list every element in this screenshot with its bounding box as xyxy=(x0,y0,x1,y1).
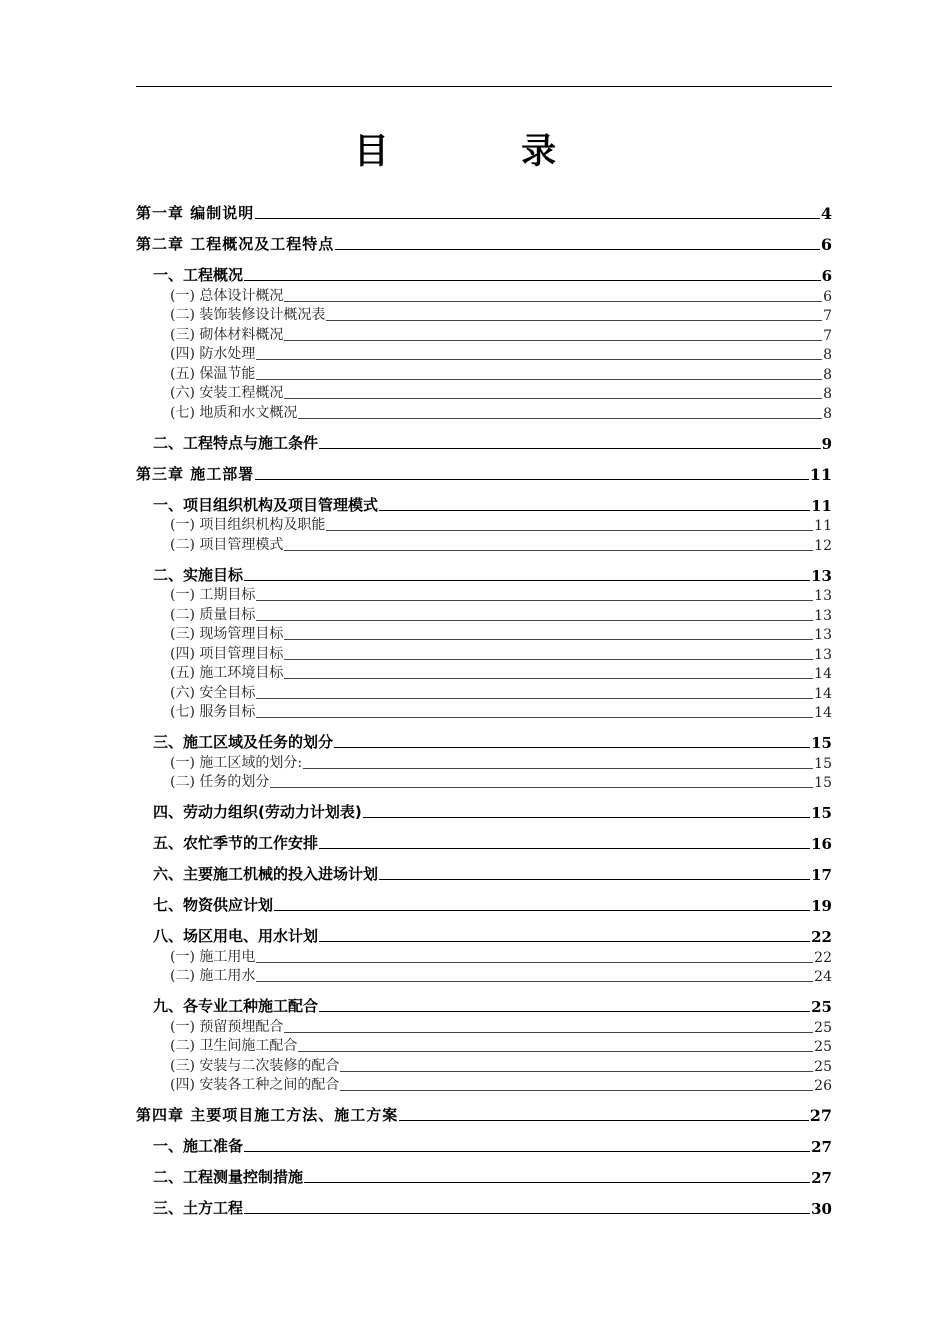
toc-subsection-entry[interactable] xyxy=(136,515,832,535)
toc-subsection-entry[interactable] xyxy=(136,682,832,702)
toc-entry-label: 五、农忙季节的工作安排 xyxy=(153,834,319,852)
toc-subsection-entry[interactable] xyxy=(136,946,832,966)
toc-entry-label: (六) 安全目标 xyxy=(170,684,256,701)
toc-leader-line xyxy=(326,530,813,531)
toc-page-number: 7 xyxy=(823,308,832,324)
toc-entry-label: 一、施工准备 xyxy=(153,1137,244,1155)
toc-subsection-entry[interactable] xyxy=(136,752,832,772)
toc-entry-label: (二) 施工用水 xyxy=(170,968,256,984)
toc-leader-line xyxy=(319,941,810,942)
toc-leader-line xyxy=(270,787,813,788)
toc-entry-label: (二) 卫生间施工配合 xyxy=(170,1038,298,1054)
toc-page-number: 30 xyxy=(811,1200,832,1218)
toc-leader-line xyxy=(319,848,810,849)
toc-page-number: 7 xyxy=(823,327,832,344)
toc-leader-line xyxy=(326,320,822,321)
toc-page-number: 13 xyxy=(814,627,832,643)
toc-page-number: 14 xyxy=(814,705,832,721)
toc-page-number: 27 xyxy=(809,1106,832,1125)
toc-section-entry[interactable] xyxy=(136,254,832,285)
toc-entry-label: 三、土方工程 xyxy=(153,1199,244,1217)
toc-subsection-entry[interactable] xyxy=(136,534,832,554)
toc-entry-label: (四) 项目管理目标 xyxy=(170,645,284,662)
toc-entry-label: (三) 砌体材料概况 xyxy=(170,326,284,343)
toc-entry-label: (二) 项目管理模式 xyxy=(170,536,284,553)
toc-leader-line xyxy=(379,879,810,880)
toc-section-entry[interactable] xyxy=(136,1156,832,1187)
toc-page-number: 13 xyxy=(814,646,832,663)
toc-entry-label: (三) 现场管理目标 xyxy=(170,626,284,642)
toc-page-number: 15 xyxy=(811,804,832,822)
toc-page-number: 13 xyxy=(811,566,832,585)
toc-leader-line xyxy=(256,717,813,718)
toc-entry-label: (一) 项目组织机构及职能 xyxy=(170,517,326,533)
toc-leader-line xyxy=(298,1051,813,1052)
toc-entry-label: (一) 总体设计概况 xyxy=(170,287,284,304)
toc-entry-label: 第四章 主要项目施工方法、施工方案 xyxy=(136,1106,399,1124)
table-of-contents xyxy=(136,192,832,1218)
toc-leader-line xyxy=(303,768,813,769)
toc-leader-line xyxy=(244,1213,810,1214)
toc-page-number: 19 xyxy=(811,897,832,915)
toc-page-number: 11 xyxy=(814,518,832,534)
toc-subsection-entry[interactable] xyxy=(136,1075,832,1095)
toc-page-number: 15 xyxy=(814,755,832,772)
toc-subsection-entry[interactable] xyxy=(136,624,832,644)
toc-leader-line xyxy=(284,301,822,302)
toc-subsection-entry[interactable] xyxy=(136,1016,832,1036)
toc-section-entry[interactable] xyxy=(136,554,832,585)
toc-page-number: 25 xyxy=(814,1019,832,1036)
toc-page-number: 14 xyxy=(814,666,832,682)
toc-subsection-entry[interactable] xyxy=(136,363,832,383)
toc-entry-label: (四) 安装各工种之间的配合 xyxy=(170,1077,340,1093)
toc-subsection-entry[interactable] xyxy=(136,1036,832,1056)
toc-section-entry[interactable] xyxy=(136,721,832,752)
toc-entry-label: (三) 安装与二次装修的配合 xyxy=(170,1057,340,1074)
toc-page-number: 8 xyxy=(823,366,832,383)
toc-subsection-entry[interactable] xyxy=(136,324,832,344)
toc-page-number: 22 xyxy=(811,928,832,946)
toc-page-number: 8 xyxy=(823,405,832,422)
toc-leader-line xyxy=(334,747,810,748)
toc-page-number: 15 xyxy=(811,734,832,752)
toc-page-number: 25 xyxy=(814,1039,832,1055)
toc-section-entry[interactable] xyxy=(136,422,832,453)
toc-entry-label: 八、场区用电、用水计划 xyxy=(153,927,319,945)
toc-entry-label: (七) 服务目标 xyxy=(170,704,256,720)
toc-leader-line xyxy=(284,340,822,341)
toc-leader-line xyxy=(363,817,810,818)
toc-leader-line xyxy=(256,620,813,621)
toc-page-number: 13 xyxy=(814,607,832,624)
toc-subsection-entry[interactable] xyxy=(136,702,832,722)
toc-subsection-entry[interactable] xyxy=(136,344,832,364)
toc-entry-label: (四) 防水处理 xyxy=(170,346,256,362)
toc-leader-line xyxy=(284,678,813,679)
toc-leader-line xyxy=(284,639,813,640)
toc-subsection-entry[interactable] xyxy=(136,663,832,683)
toc-leader-line xyxy=(255,218,820,219)
toc-leader-line xyxy=(284,398,822,399)
toc-leader-line xyxy=(274,910,810,911)
toc-chapter-entry[interactable] xyxy=(136,1094,832,1125)
toc-entry-label: 六、主要施工机械的投入进场计划 xyxy=(153,865,379,883)
toc-leader-line xyxy=(244,280,821,281)
toc-entry-label: 七、物资供应计划 xyxy=(153,896,274,914)
toc-leader-line xyxy=(284,550,813,551)
toc-section-entry[interactable] xyxy=(136,985,832,1016)
toc-page-number: 8 xyxy=(823,386,832,402)
toc-page-number: 17 xyxy=(811,866,832,884)
toc-leader-line xyxy=(298,418,822,419)
toc-entry-label: (一) 施工区域的划分: xyxy=(170,754,303,771)
toc-page-number: 25 xyxy=(811,998,832,1016)
toc-page-number: 8 xyxy=(823,347,832,363)
toc-leader-line xyxy=(304,1182,810,1183)
toc-page-number: 24 xyxy=(814,969,832,985)
toc-section-entry[interactable] xyxy=(136,822,832,853)
toc-entry-label: 二、工程测量控制措施 xyxy=(153,1168,304,1186)
toc-leader-line xyxy=(256,379,822,380)
toc-entry-label: (一) 工期目标 xyxy=(170,587,256,603)
toc-leader-line xyxy=(256,600,813,601)
toc-page-number: 25 xyxy=(814,1058,832,1075)
toc-page-number: 13 xyxy=(814,588,832,604)
toc-subsection-entry[interactable] xyxy=(136,643,832,663)
page-title: 目 录 xyxy=(353,131,617,172)
toc-leader-line xyxy=(379,510,810,511)
toc-page-number: 22 xyxy=(814,949,832,966)
toc-section-entry[interactable] xyxy=(136,915,832,946)
toc-entry-label: (一) 预留预埋配合 xyxy=(170,1018,284,1035)
toc-subsection-entry[interactable] xyxy=(136,585,832,605)
header-rule xyxy=(136,86,832,87)
toc-entry-label: 第三章 施工部署 xyxy=(136,464,255,483)
toc-page-number: 15 xyxy=(814,775,832,791)
toc-leader-line xyxy=(284,1032,813,1033)
toc-leader-line xyxy=(340,1090,813,1091)
toc-entry-label: 二、工程特点与施工条件 xyxy=(153,433,319,452)
toc-leader-line xyxy=(335,249,820,250)
toc-leader-line xyxy=(284,659,813,660)
toc-chapter-entry[interactable] xyxy=(136,192,832,223)
toc-leader-line xyxy=(244,580,810,581)
toc-page-number: 12 xyxy=(814,537,832,554)
toc-subsection-entry[interactable] xyxy=(136,402,832,422)
toc-section-entry[interactable] xyxy=(136,1125,832,1156)
toc-entry-label: 第一章 编制说明 xyxy=(136,204,255,222)
toc-subsection-entry[interactable] xyxy=(136,966,832,986)
toc-entry-label: (一) 施工用电 xyxy=(170,948,256,965)
toc-page-number: 11 xyxy=(809,464,832,484)
toc-entry-label: 第二章 工程概况及工程特点 xyxy=(136,235,335,253)
toc-page-number: 9 xyxy=(821,434,832,453)
toc-page-number: 6 xyxy=(820,235,832,254)
toc-subsection-entry[interactable] xyxy=(136,772,832,792)
toc-section-entry[interactable] xyxy=(136,853,832,884)
toc-entry-label: (二) 质量目标 xyxy=(170,606,256,623)
toc-leader-line xyxy=(256,981,813,982)
toc-leader-line xyxy=(256,962,813,963)
toc-entry-label: 四、劳动力组织(劳动力计划表) xyxy=(153,803,362,821)
toc-section-entry[interactable] xyxy=(136,1187,832,1218)
toc-entry-label: 一、工程概况 xyxy=(153,266,244,284)
toc-entry-label: (二) 任务的划分 xyxy=(170,774,270,790)
toc-leader-line xyxy=(244,1151,810,1152)
toc-section-entry[interactable] xyxy=(136,484,832,515)
toc-subsection-entry[interactable] xyxy=(136,604,832,624)
toc-chapter-entry[interactable] xyxy=(136,453,832,484)
toc-entry-label: 一、项目组织机构及项目管理模式 xyxy=(153,495,379,514)
toc-entry-label: (二) 装饰装修设计概况表 xyxy=(170,307,326,323)
toc-subsection-entry[interactable] xyxy=(136,1055,832,1075)
toc-section-entry[interactable] xyxy=(136,791,832,822)
toc-page-number: 11 xyxy=(811,496,832,515)
toc-page-number: 4 xyxy=(820,204,832,223)
toc-page-number: 27 xyxy=(811,1169,832,1187)
toc-subsection-entry[interactable] xyxy=(136,305,832,325)
toc-leader-line xyxy=(256,359,822,360)
toc-subsection-entry[interactable] xyxy=(136,383,832,403)
toc-entry-label: 二、实施目标 xyxy=(153,565,244,584)
toc-leader-line xyxy=(255,479,809,480)
toc-page-number: 6 xyxy=(823,288,832,305)
toc-entry-label: (六) 安装工程概况 xyxy=(170,385,284,401)
toc-chapter-entry[interactable] xyxy=(136,223,832,254)
toc-page-number: 14 xyxy=(814,685,832,702)
toc-page-number: 16 xyxy=(811,835,832,853)
toc-page-number: 6 xyxy=(821,267,832,285)
toc-entry-label: 九、各专业工种施工配合 xyxy=(153,997,319,1015)
toc-page-number: 26 xyxy=(814,1078,832,1094)
toc-entry-label: (七) 地质和水文概况 xyxy=(170,404,298,421)
toc-leader-line xyxy=(319,1011,810,1012)
toc-leader-line xyxy=(319,448,821,449)
toc-page-number: 27 xyxy=(811,1138,832,1156)
toc-entry-label: 三、施工区域及任务的划分 xyxy=(153,733,334,751)
toc-leader-line xyxy=(399,1120,809,1121)
toc-leader-line xyxy=(340,1071,813,1072)
toc-section-entry[interactable] xyxy=(136,884,832,915)
toc-entry-label: (五) 施工环境目标 xyxy=(170,665,284,681)
toc-entry-label: (五) 保温节能 xyxy=(170,365,256,382)
toc-subsection-entry[interactable] xyxy=(136,285,832,305)
toc-leader-line xyxy=(256,698,813,699)
